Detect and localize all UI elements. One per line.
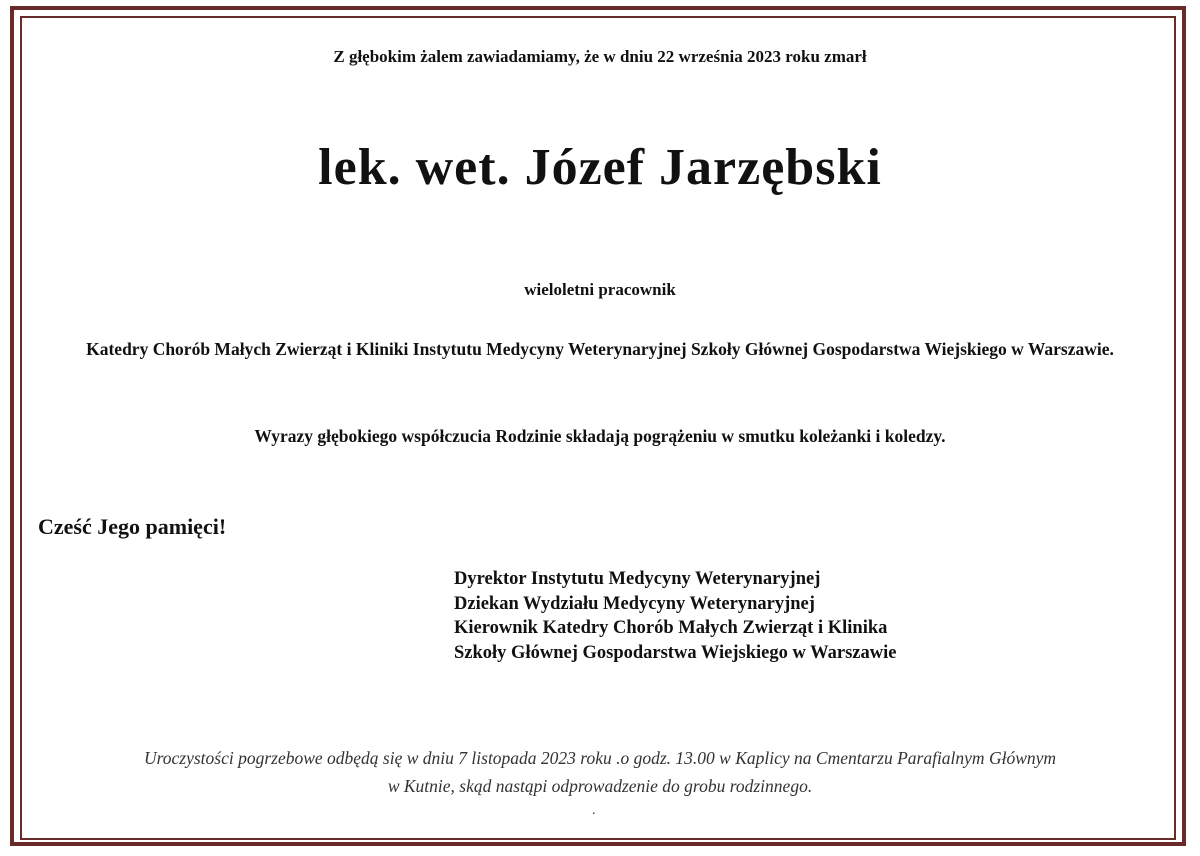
intro-text: Z głębokim żalem zawiadamiamy, że w dniu 22 września 2023 roku zmarł	[333, 47, 867, 66]
signatory-line: Kierownik Katedry Chorób Małych Zwierząt i Klinika	[454, 618, 888, 638]
signatories-list	[454, 567, 896, 665]
signatory-line: Dyrektor Instytutu Medycyny Weterynaryjnej	[454, 569, 821, 589]
deceased-name: lek. wet. Józef Jarzębski	[318, 139, 882, 196]
signatory-line: Dziekan Wydziału Medycyny Weterynaryjnej	[454, 593, 815, 614]
memory-text: Cześć Jego pamięci!	[38, 514, 227, 539]
affiliation-text: Katedry Chorób Małych Zwierząt i Kliniki Instytutu Medycyny Weterynaryjnej Szkoły Głównej Gospodarstwa Wiejskiego w Warszawie.	[86, 339, 1114, 359]
funeral-info	[40, 744, 1160, 800]
trailing-dot: .	[592, 803, 596, 818]
signatory-line: Szkoły Głównej Gospodarstwa Wiejskiego w Warszawie	[454, 642, 897, 663]
condolences-text: Wyrazy głębokiego współczucia Rodzinie składają pogrążeniu w smutku koleżanki i koledzy.	[254, 426, 946, 446]
role-text: wieloletni pracownik	[524, 280, 676, 299]
funeral-info-line-2: w Kutnie, skąd nastąpi odprowadzenie do grobu rodzinnego.	[387, 776, 813, 796]
funeral-info-line-1: Uroczystości pogrzebowe odbędą się w dniu 7 listopada 2023 roku .o godz. 13.00 w Kaplicy na Cmentarzu Parafialnym Głównym	[143, 748, 1057, 768]
